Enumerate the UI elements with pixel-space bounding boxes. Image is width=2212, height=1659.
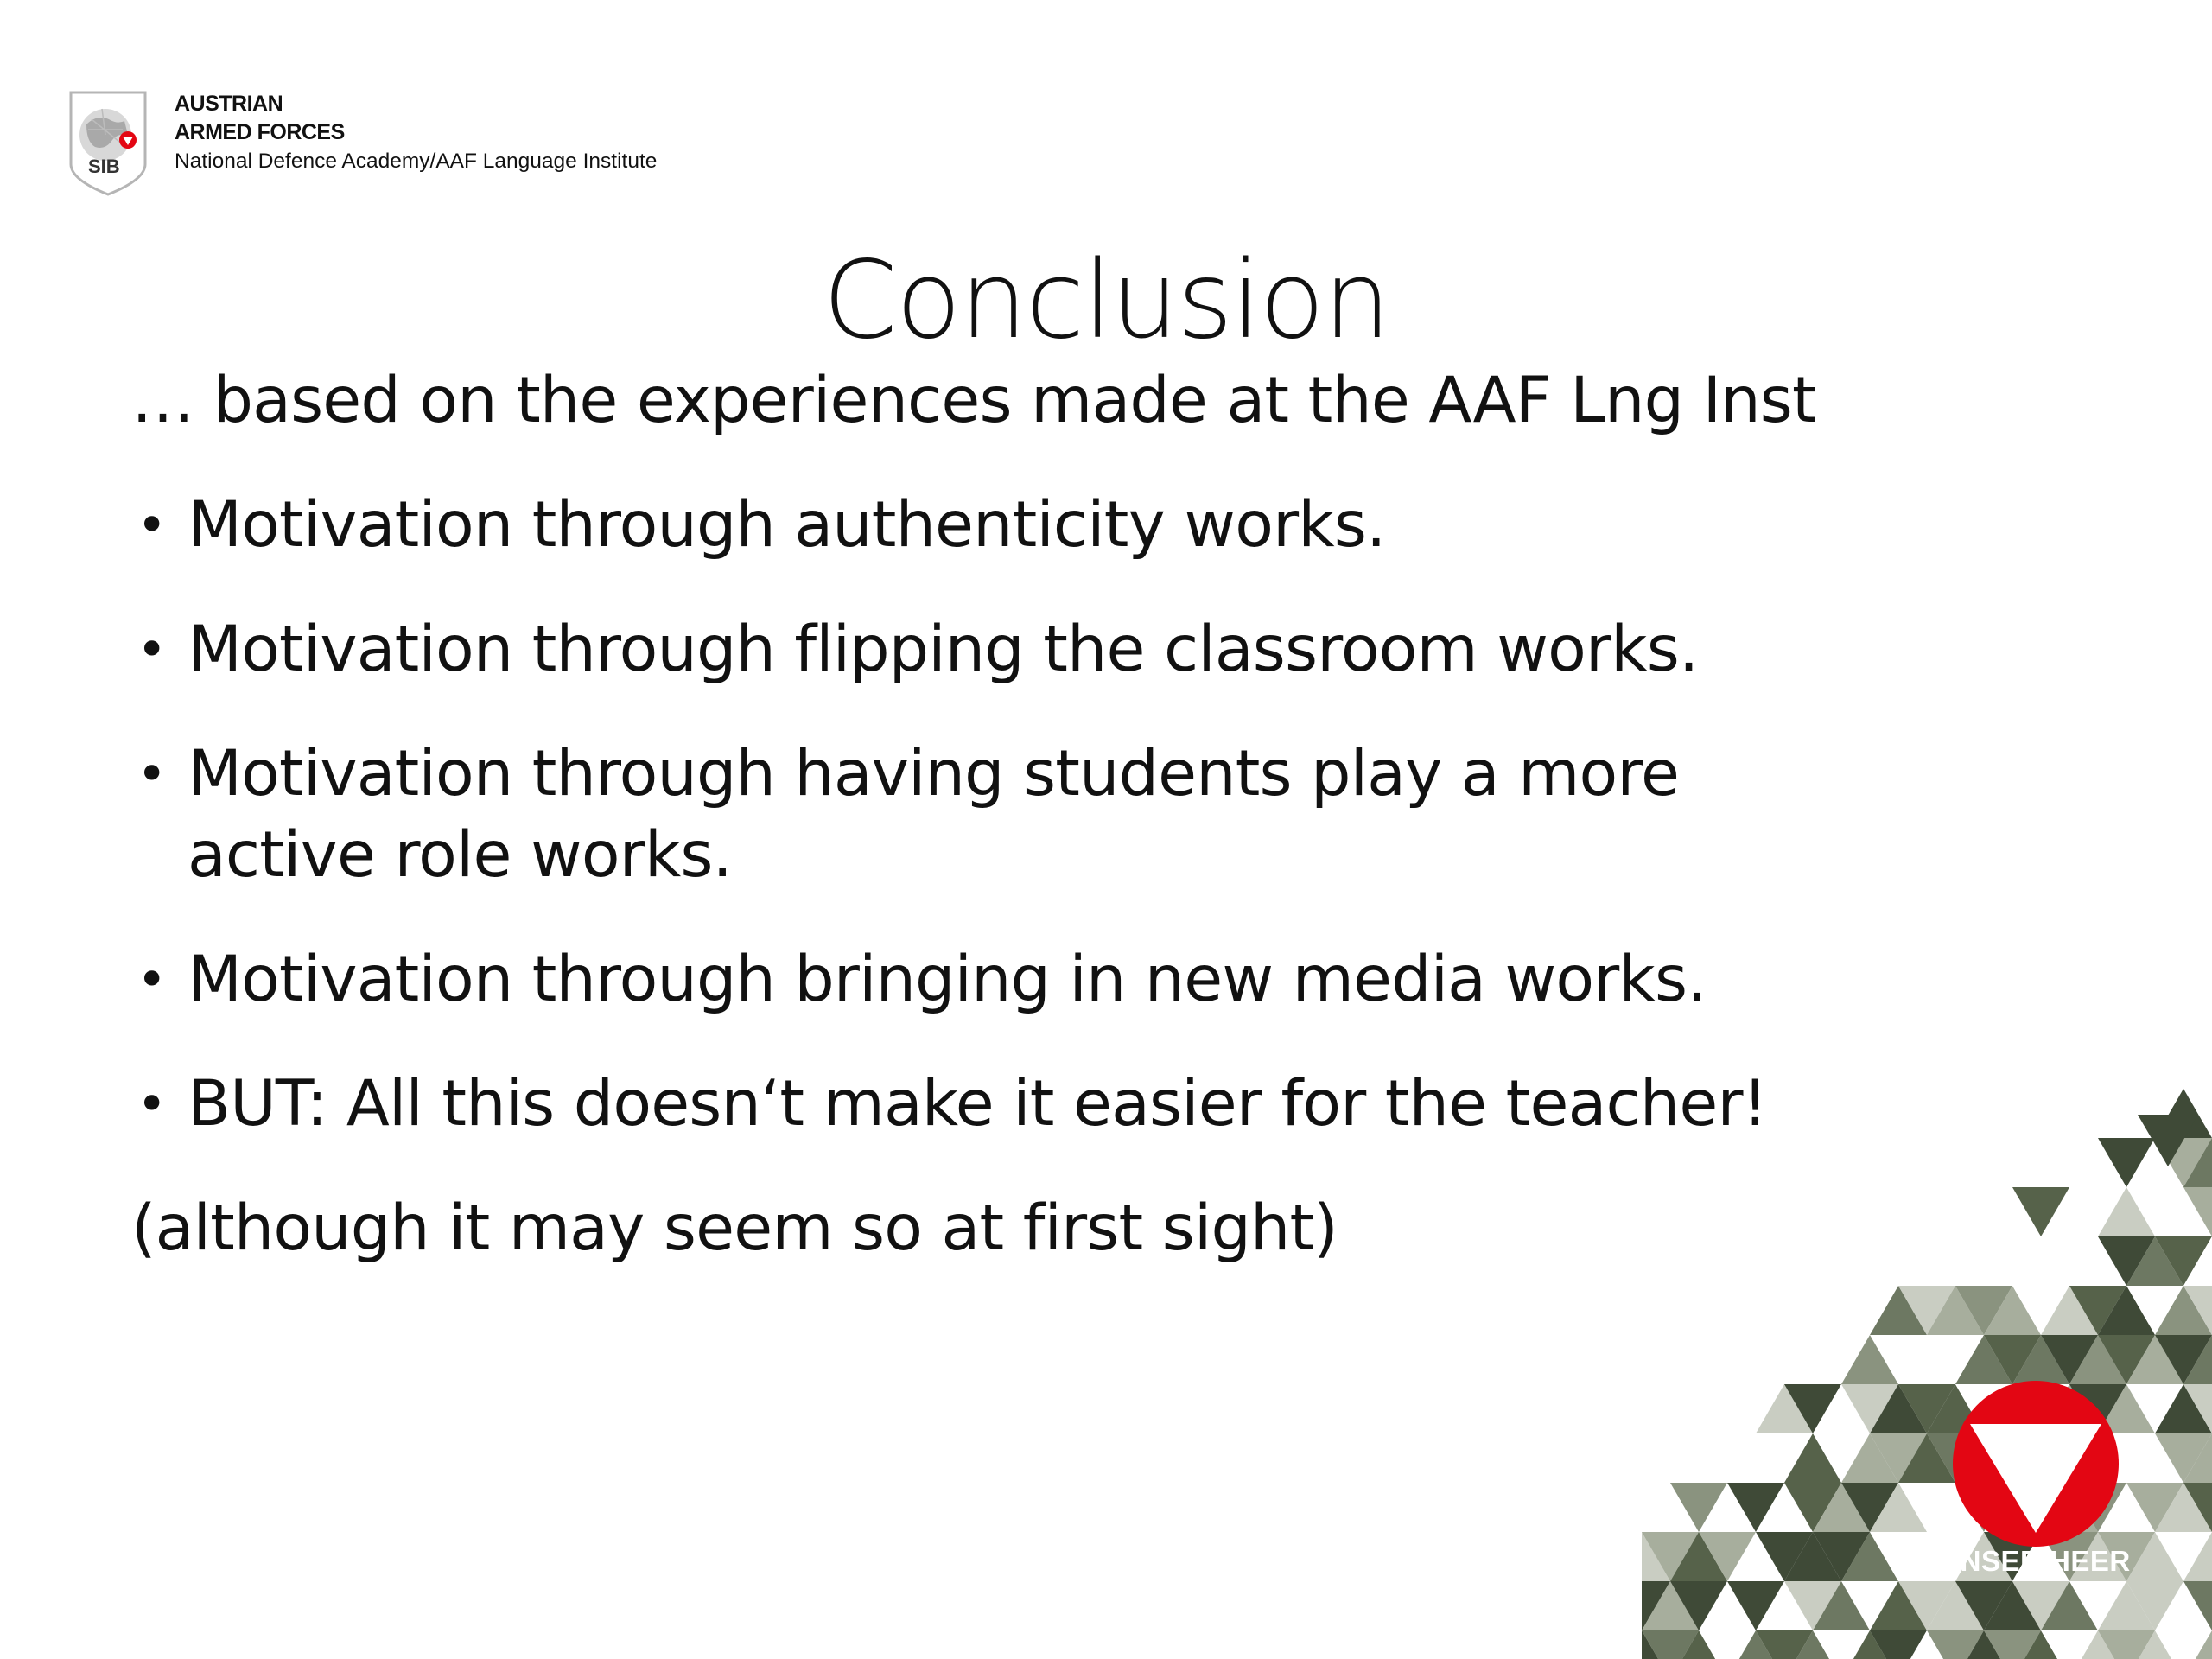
bullet-item: [131, 729, 1998, 900]
bullet-dot-icon: •: [137, 620, 167, 680]
unser-heer-slogan: UNSER HEER: [1939, 1545, 2131, 1577]
pattern-triangle: [2012, 1187, 2069, 1236]
bullet-item: [131, 480, 1998, 570]
bullet-text: Motivation through bringing in new media works.: [188, 943, 1707, 1016]
bullet-text-continued: active role works.: [188, 818, 733, 892]
intro-text: … based on the experiences made at the AAF Lng Inst: [131, 364, 1816, 437]
bullet-list: [131, 480, 1998, 1149]
bullet-dot-icon: •: [137, 495, 167, 556]
org-name: [175, 90, 657, 175]
org-header: [67, 90, 845, 202]
bullet-dot-icon: •: [137, 744, 167, 804]
slide-title: Conclusion: [823, 238, 1389, 363]
pattern-triangle: [1670, 1483, 1727, 1532]
pattern-triangle: [1727, 1483, 1784, 1532]
pattern-triangle: [1784, 1433, 1841, 1483]
bullet-text: Motivation through having students play a more: [188, 737, 1680, 810]
pattern-triangle: [2183, 1581, 2212, 1630]
pattern-triangle: [1727, 1581, 1784, 1630]
sib-crest-icon: [67, 90, 149, 197]
pattern-triangle: [2098, 1138, 2155, 1187]
org-line-institute: National Defence Academy/AAF Language Institute: [175, 149, 658, 173]
bullet-dot-icon: •: [137, 950, 167, 1010]
bullet-text: Motivation through flipping the classroom works.: [188, 613, 1699, 686]
pattern-triangle: [1841, 1335, 1898, 1384]
bullet-item: [131, 935, 1998, 1025]
bullet-text: Motivation through authenticity works.: [188, 488, 1386, 562]
bullet-item: [131, 605, 1998, 695]
bullet-dot-icon: •: [137, 1074, 167, 1135]
crest-label: SIB: [88, 156, 120, 177]
org-line-armed-forces: ARMED FORCES: [175, 120, 345, 144]
bullet-text: BUT: All this doesn‘t make it easier for the teacher!: [188, 1067, 1768, 1141]
pattern-triangle: [1727, 1433, 1784, 1483]
austrian-army-emblem-icon: [1951, 1379, 2120, 1548]
org-line-austrian: AUSTRIAN: [175, 92, 283, 116]
closing-text: (although it may seem so at first sight): [131, 1192, 1338, 1265]
